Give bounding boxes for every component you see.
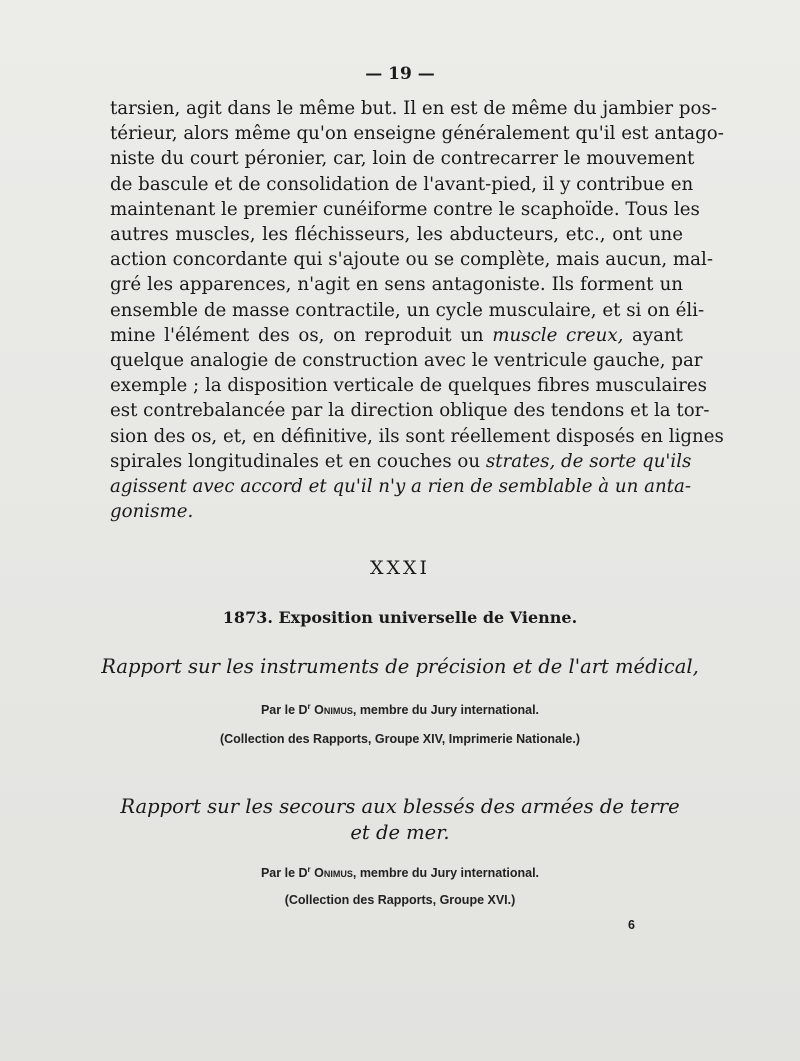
italic-term: strates, de sorte qu'ils xyxy=(485,450,692,472)
italic-text: gonisme. xyxy=(110,501,194,523)
italic-text: agissent avec accord et qu'il n'y a rien de semblable à un anta- xyxy=(110,476,691,498)
text-segment: ayant xyxy=(623,324,683,346)
report-title-line: et de mer. xyxy=(350,821,450,844)
report-author xyxy=(0,865,800,880)
text-line xyxy=(110,449,692,474)
text-line: autres muscles, les fléchisseurs, les abducteurs, etc., ont une xyxy=(110,224,683,246)
author-prefix: Par le D xyxy=(260,866,308,881)
text-line: action concordante qui s'ajoute ou se complète, mais aucun, mal- xyxy=(110,249,713,271)
body-paragraph xyxy=(110,96,724,524)
text-line: de bascule et de consolidation de l'avant-pied, il y contribue en xyxy=(110,173,694,195)
text-line: niste du court péronier, car, loin de contrecarrer le mouvement xyxy=(110,148,695,170)
text-line: exemple ; la disposition verticale de quelques fibres musculaires xyxy=(110,375,707,397)
page-number: — 19 — xyxy=(365,64,435,84)
report-title: Rapport sur les instruments de précision et de l'art médical, xyxy=(101,655,699,678)
author-name: Onimus xyxy=(314,866,353,881)
author-title-sup: r xyxy=(307,865,311,874)
signature-mark: 6 xyxy=(628,918,635,932)
text-line: térieur, alors même qu'on enseigne généralement qu'il est antago- xyxy=(110,123,724,145)
text-line: tarsien, agit dans le même but. Il en est de même du jambier pos- xyxy=(110,98,717,119)
author-name: Onimus xyxy=(314,703,353,718)
text-line: sion des os, et, en définitive, ils sont réellement disposés en lignes xyxy=(110,425,724,447)
text-line xyxy=(110,499,683,524)
text-line: est contrebalancée par la direction oblique des tendons et la tor- xyxy=(110,400,710,422)
author-suffix: , membre du Jury international. xyxy=(352,703,540,718)
italic-term: muscle creux, xyxy=(492,324,624,346)
text-line: ensemble de masse contractile, un cycle musculaire, et si on éli- xyxy=(110,299,705,321)
report-collection: (Collection des Rapports, Groupe XIV, Imprimerie Nationale.) xyxy=(219,732,581,746)
exposition-heading: 1873. Exposition universelle de Vienne. xyxy=(222,608,578,627)
text-line xyxy=(110,474,691,499)
section-number: XXXI xyxy=(369,557,431,579)
text-segment: mine l'élément des os, on reproduit un xyxy=(110,324,493,346)
text-line: gré les apparences, n'agit en sens antagoniste. Ils forment un xyxy=(110,274,683,296)
report-title xyxy=(0,794,800,846)
author-suffix: , membre du Jury international. xyxy=(352,866,540,881)
text-line: quelque analogie de construction avec le ventricule gauche, par xyxy=(110,350,703,372)
text-segment: spirales longitudinales et en couches ou xyxy=(110,450,486,472)
text-line xyxy=(110,323,683,348)
report-collection: (Collection des Rapports, Groupe XVI.) xyxy=(284,893,516,907)
author-title-sup: r xyxy=(307,702,311,711)
report-author xyxy=(0,702,800,717)
report-title-line: Rapport sur les secours aux blessés des armées de terre xyxy=(120,795,680,818)
author-prefix: Par le D xyxy=(260,703,308,718)
text-line: maintenant le premier cunéiforme contre le scaphoïde. Tous les xyxy=(110,198,700,220)
